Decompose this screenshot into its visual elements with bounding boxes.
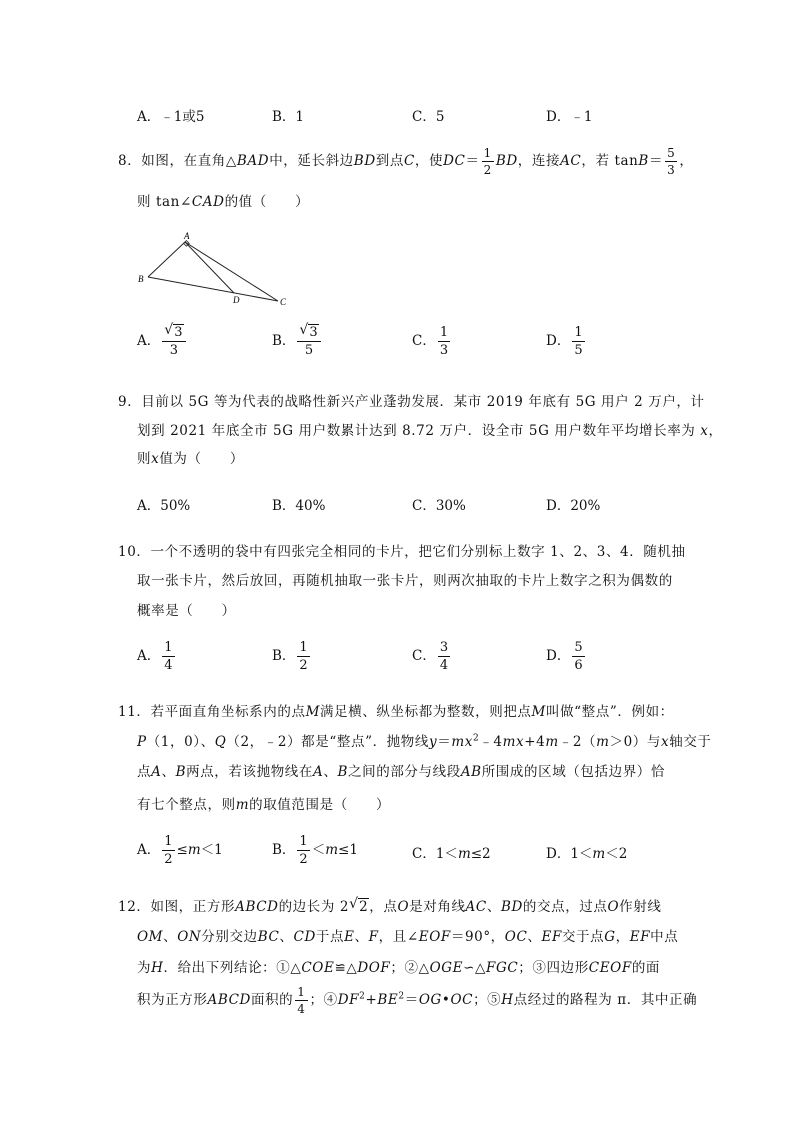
q10-option-b[interactable]: B． $\frac{1}{2}$ (272, 640, 308, 673)
q11-option-d[interactable]: D．1＜m＜2 (546, 846, 628, 862)
q10-option-d[interactable]: D． $\frac{5}{6}$ (546, 640, 583, 673)
q11-line-3: 点A、B两点，若该抛物线在A、B之间的部分与线段AB所围成的区域（包括边界）恰 (137, 764, 666, 780)
q8-line-1: 8．如图，在直角△BAD中，延长斜边BD到点C，使DC＝ $\frac{1}{2}$ BD，连接AC，若 tanB＝ $\frac{5}{3}$ ， (118, 146, 694, 177)
q7-option-c[interactable]: C．5 (412, 109, 445, 125)
q11-option-c[interactable]: C．1＜m≤2 (412, 846, 491, 862)
q11-line-4: 有七个整点，则m的取值范围是（ ） (137, 797, 391, 813)
q8-label-a: A (184, 231, 190, 241)
q8-option-b[interactable]: B． √ 3 5 (272, 326, 323, 357)
q11-line-2: P（1，0）、Q（2，﹣2）都是“整点”．抛物线$y=mx^2﹣4mx+4m﹣2(m>0)$与x轴交于 (137, 733, 712, 750)
q8-label-b: B (138, 274, 144, 284)
q12-sqrt-2: √ 2 (349, 896, 369, 915)
q7-option-d[interactable]: D．﹣1 (546, 109, 593, 125)
q10-line-3: 概率是（ ） (137, 603, 236, 619)
q10-option-a[interactable]: A． $\frac{1}{4}$ (137, 640, 173, 673)
q8-option-a[interactable]: A． √ 3 3 (137, 326, 188, 357)
q11-option-a[interactable]: A． $\frac{1}{2}$ ≤m＜1 (137, 834, 223, 867)
q8-line-2: 则 tan∠CAD的值（ ） (137, 194, 310, 210)
q10-option-c[interactable]: C． $\frac{3}{4}$ (412, 640, 449, 673)
q9-line-2: 划到 2021 年底全市 5G 用户数累计达到 8.72 万户．设全市 5G 用户数年平均增长率为 x， (137, 423, 723, 439)
q12-line-2: OM、ON分别交边BC、CD于点E、F，且∠EOF＝90°，OC、EF交于点G，EF中点 (137, 929, 679, 945)
q8-half-fraction: $\frac{1}{2}$ (483, 146, 492, 177)
q9-line-1: 9．目前以 5G 等为代表的战略性新兴产业蓬勃发展．某市 2019 年底有 5G 用户 2 万户，计 (118, 394, 705, 410)
q8-option-c[interactable]: C． $\frac{1}{3}$ (412, 325, 449, 358)
q9-line-3: 则x值为（ ） (137, 451, 244, 467)
q8-label-d: D (233, 295, 240, 305)
q9-option-b[interactable]: B．40% (272, 498, 326, 514)
q11-line-1: 11．若平面直角坐标系内的点M满足横、纵坐标都为整数，则把点M叫做“整点”．例如： (118, 704, 674, 720)
q10-line-2: 取一张卡片，然后放回，再随机抽取一张卡片，则两次抽取的卡片上数字之积为偶数的 (137, 573, 673, 589)
q8-triangle-figure (130, 230, 300, 310)
q11-option-b[interactable]: B． $\frac{1}{2}$ ＜m≤1 (272, 834, 358, 867)
q8-label-c: C (280, 297, 287, 307)
q9-option-a[interactable]: A．50% (137, 498, 191, 514)
q9-option-c[interactable]: C．30% (412, 498, 466, 514)
q9-option-d[interactable]: D．20% (546, 498, 601, 514)
q12-line-4: 积为正方形ABCD面积的 $\frac{1}{4}$ ；$④DF^2+BE^2=OG•OC$；⑤H点经过的路程为 π．其中正确 (137, 985, 698, 1016)
q7-option-a[interactable]: A．﹣1或5 (137, 109, 205, 125)
q10-line-1: 10．一个不透明的袋中有四张完全相同的卡片，把它们分别标上数字 1、2、3、4．随机抽 (118, 544, 686, 560)
q12-line-1: 12．如图，正方形ABCD的边长为 2 √ 2，点O是对角线AC、BD的交点，过点O作射线 (118, 896, 662, 915)
q8-option-d[interactable]: D． $\frac{1}{5}$ (546, 325, 583, 358)
q8-segment-ab (148, 242, 185, 277)
q12-quarter-fraction: $\frac{1}{4}$ (297, 985, 306, 1016)
q8-tan-fraction: $\frac{5}{3}$ (667, 146, 676, 177)
q7-option-b[interactable]: B．1 (272, 109, 305, 125)
q12-line-3: 为H．给出下列结论：①△COE≌△DOF；②△OGE∽△FGC；③四边形CEOF的面 (137, 960, 661, 976)
